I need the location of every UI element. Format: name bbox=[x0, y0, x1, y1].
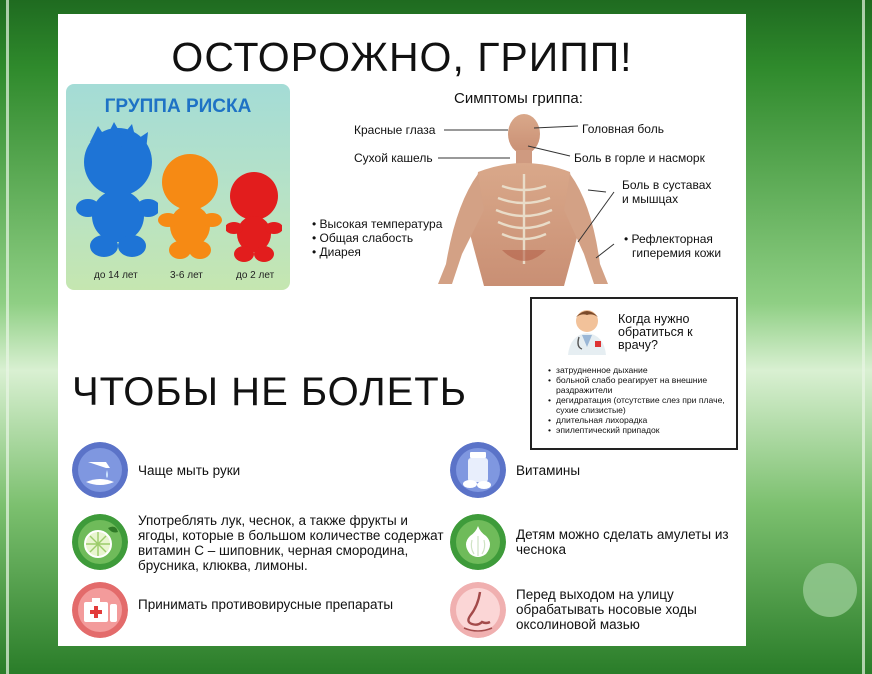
first-aid-kit-icon bbox=[72, 582, 128, 638]
list-item: • эпилептический припадок bbox=[548, 425, 734, 435]
tip-text: Детям можно сделать амулеты из чеснока bbox=[516, 527, 729, 557]
doctor-icon bbox=[562, 307, 612, 355]
list-item: • больной слабо реагирует на внешние раздражители bbox=[548, 375, 726, 395]
symptom-headache: Головная боль bbox=[582, 122, 664, 136]
nose-icon bbox=[450, 582, 506, 638]
tip-text: Принимать противовирусные препараты bbox=[138, 597, 394, 612]
garlic-icon bbox=[450, 514, 506, 570]
list-item: • дегидратация (отсутствие слез при плаче, сухие слизистые) bbox=[548, 395, 734, 415]
age-label: 3-6 лет bbox=[170, 270, 203, 281]
flu-poster bbox=[58, 14, 746, 646]
symptom-joints-line1: Боль в суставах bbox=[622, 178, 712, 192]
general-symptom: • Диарея bbox=[312, 245, 361, 259]
tip-text: Чаще мыть руки bbox=[138, 463, 241, 478]
symptom-joints-line2: и мышцах bbox=[622, 192, 679, 206]
water-tap-icon bbox=[72, 442, 128, 498]
age-label: до 2 лет bbox=[236, 270, 275, 281]
tip-text: Витамины bbox=[516, 463, 581, 478]
tip-text: Перед выходом на улицу обрабатывать носовые ходы оксолиновой мазью bbox=[516, 587, 697, 632]
see-doctor-question bbox=[618, 313, 728, 352]
symptoms-title: Симптомы гриппа: bbox=[454, 90, 583, 107]
prevention-title: ЧТОБЫ НЕ БОЛЕТЬ bbox=[72, 370, 467, 414]
see-doctor-question-line: обратиться к bbox=[618, 325, 693, 339]
risk-group-title: ГРУППА РИСКА bbox=[104, 96, 252, 117]
frame-line-left bbox=[6, 0, 9, 674]
symptom-skin-line1: • Рефлекторная bbox=[624, 232, 713, 246]
tip-text: Употреблять лук, чеснок, а также фрукты и ягоды, которые в большом количестве содержат витамин С – шиповник, черная смородина, брусника, клюква, лимоны. bbox=[138, 513, 444, 573]
lemon-icon bbox=[72, 514, 128, 570]
symptom-red-eyes: Красные глаза bbox=[354, 123, 436, 137]
general-symptom: • Высокая температура bbox=[312, 217, 443, 231]
general-symptom: • Общая слабость bbox=[312, 231, 414, 245]
symptom-sore-throat: Боль в горле и насморк bbox=[574, 151, 705, 165]
slide-nav-button[interactable] bbox=[803, 563, 857, 617]
list-item: • длительная лихорадка bbox=[548, 415, 734, 425]
see-doctor-list bbox=[548, 365, 734, 435]
symptom-skin-line2: гиперемия кожи bbox=[632, 246, 722, 260]
pill-bottle-icon bbox=[450, 442, 506, 498]
list-item: • затрудненное дыхание bbox=[548, 365, 734, 375]
see-doctor-panel bbox=[530, 297, 738, 450]
poster-title: ОСТОРОЖНО, ГРИПП! bbox=[171, 34, 633, 80]
see-doctor-question-line: врачу? bbox=[618, 338, 658, 352]
symptom-dry-cough: Сухой кашель bbox=[354, 151, 433, 165]
frame-line-right bbox=[862, 0, 865, 674]
age-label: до 14 лет bbox=[94, 270, 138, 281]
see-doctor-question-line: Когда нужно bbox=[618, 312, 690, 326]
